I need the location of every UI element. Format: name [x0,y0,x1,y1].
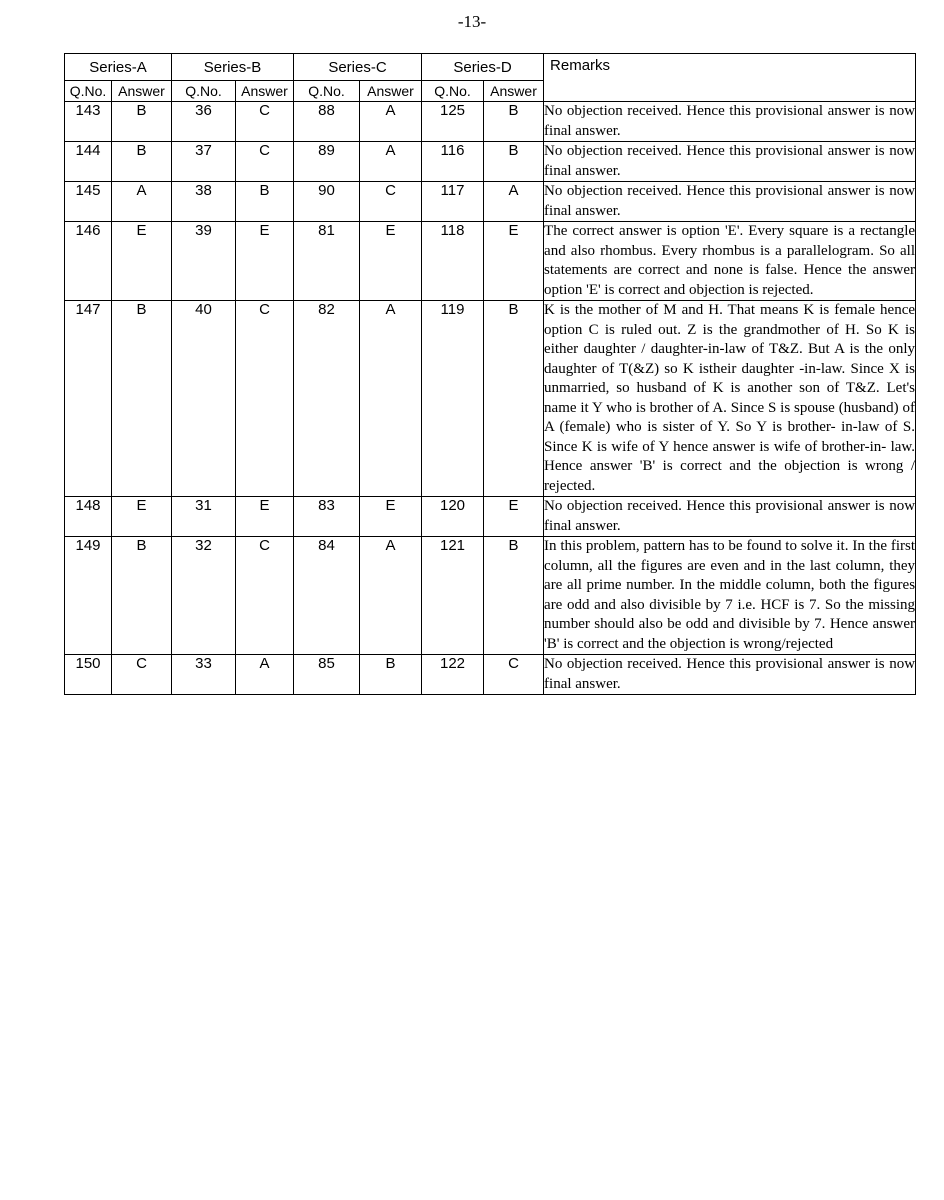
series-d-answer: B [484,102,544,142]
series-b-answer: E [236,497,294,537]
series-d-qno: 122 [422,655,484,695]
series-b-answer: A [236,655,294,695]
series-a-answer: C [112,655,172,695]
series-b-qno: 38 [172,182,236,222]
qno-header: Q.No. [172,81,236,102]
series-d-answer: B [484,142,544,182]
series-c-qno: 82 [294,301,360,497]
series-b-answer: C [236,142,294,182]
remark-text: K is the mother of M and H. That means K is female hence option C is ruled out. Z is the grandmother of H. So K is either daughter / daughter-in-law of T&Z. But A is the only daughter of T(&Z) so K istheir daughter -in-law. Since X is unmarried, so husband of K is another son of T&Z. Let's name it Y who is brother of A. Since S is spouse (husband) of A (female) who is sister of Y. So Y is brother- in-law of S. Since K is wife of Y hence answer is wife of brother-in- law. Hence answer 'B' is correct and the objection is wrong / rejected. [544,301,916,497]
series-b-qno: 36 [172,102,236,142]
series-a-answer: E [112,497,172,537]
series-c-qno: 90 [294,182,360,222]
series-a-qno: 146 [65,222,112,301]
series-c-answer: A [360,142,422,182]
series-a-answer: B [112,537,172,655]
series-a-qno: 148 [65,497,112,537]
table-row [65,537,916,655]
series-a-answer: A [112,182,172,222]
series-b-answer: B [236,182,294,222]
series-b-answer: C [236,102,294,142]
remark-text: No objection received. Hence this provisional answer is now final answer. [544,497,916,537]
remark-text: In this problem, pattern has to be found to solve it. In the first column, all the figures are even and in the last column, they are all prime number. In the middle column, both the figures are odd and also divisible by 7 i.e. HCF is 7. So the missing number should also be odd and divisible by 7. Hence answer 'B' is correct and the objection is wrong/rejected [544,537,916,655]
series-a-answer: E [112,222,172,301]
series-d-qno: 116 [422,142,484,182]
answer-header: Answer [360,81,422,102]
series-a-answer: B [112,142,172,182]
series-a-qno: 143 [65,102,112,142]
page-number: -13- [457,12,487,31]
qno-header: Q.No. [294,81,360,102]
series-b-qno: 33 [172,655,236,695]
series-a-header: Series-A [65,54,172,81]
series-d-answer: E [484,497,544,537]
series-b-qno: 37 [172,142,236,182]
series-b-answer: E [236,222,294,301]
series-a-qno: 147 [65,301,112,497]
remark-text: No objection received. Hence this provisional answer is now final answer. [544,182,916,222]
series-c-qno: 81 [294,222,360,301]
series-b-qno: 31 [172,497,236,537]
series-c-answer: C [360,182,422,222]
series-d-answer: B [484,537,544,655]
remarks-header: Remarks [544,54,916,102]
table-row [65,301,916,497]
series-c-answer: A [360,102,422,142]
series-b-qno: 40 [172,301,236,497]
remark-text: No objection received. Hence this provisional answer is now final answer. [544,655,916,695]
answer-header: Answer [112,81,172,102]
answer-header: Answer [236,81,294,102]
series-d-qno: 120 [422,497,484,537]
series-d-qno: 118 [422,222,484,301]
table-row [65,497,916,537]
series-c-header: Series-C [294,54,422,81]
answer-key-table [64,53,916,695]
table-row [65,102,916,142]
series-c-answer: E [360,497,422,537]
series-c-qno: 83 [294,497,360,537]
series-d-qno: 125 [422,102,484,142]
series-d-answer: E [484,222,544,301]
remark-text: The correct answer is option 'E'. Every square is a rectangle and also rhombus. Every rhombus is a parallelogram. So all statements are correct and none is false. Hence the answer option 'E' is correct and objection is rejected. [544,222,916,301]
series-a-answer: B [112,301,172,497]
remark-text: No objection received. Hence this provisional answer is now final answer. [544,142,916,182]
table-row [65,655,916,695]
series-a-qno: 149 [65,537,112,655]
series-c-answer: E [360,222,422,301]
table-row [65,182,916,222]
series-d-qno: 117 [422,182,484,222]
series-c-answer: A [360,537,422,655]
series-a-qno: 150 [65,655,112,695]
series-b-qno: 39 [172,222,236,301]
series-d-qno: 119 [422,301,484,497]
series-c-answer: A [360,301,422,497]
qno-header: Q.No. [422,81,484,102]
series-header-row [65,54,916,81]
table-row [65,222,916,301]
series-b-header: Series-B [172,54,294,81]
series-b-answer: C [236,301,294,497]
series-c-qno: 84 [294,537,360,655]
series-a-qno: 145 [65,182,112,222]
series-d-header: Series-D [422,54,544,81]
series-c-qno: 88 [294,102,360,142]
series-d-answer: B [484,301,544,497]
series-b-answer: C [236,537,294,655]
series-c-qno: 89 [294,142,360,182]
series-d-answer: C [484,655,544,695]
series-d-answer: A [484,182,544,222]
series-d-qno: 121 [422,537,484,655]
answer-header: Answer [484,81,544,102]
table-row [65,142,916,182]
series-b-qno: 32 [172,537,236,655]
qno-header: Q.No. [65,81,112,102]
series-a-qno: 144 [65,142,112,182]
series-c-qno: 85 [294,655,360,695]
remark-text: No objection received. Hence this provisional answer is now final answer. [544,102,916,142]
series-a-answer: B [112,102,172,142]
series-c-answer: B [360,655,422,695]
